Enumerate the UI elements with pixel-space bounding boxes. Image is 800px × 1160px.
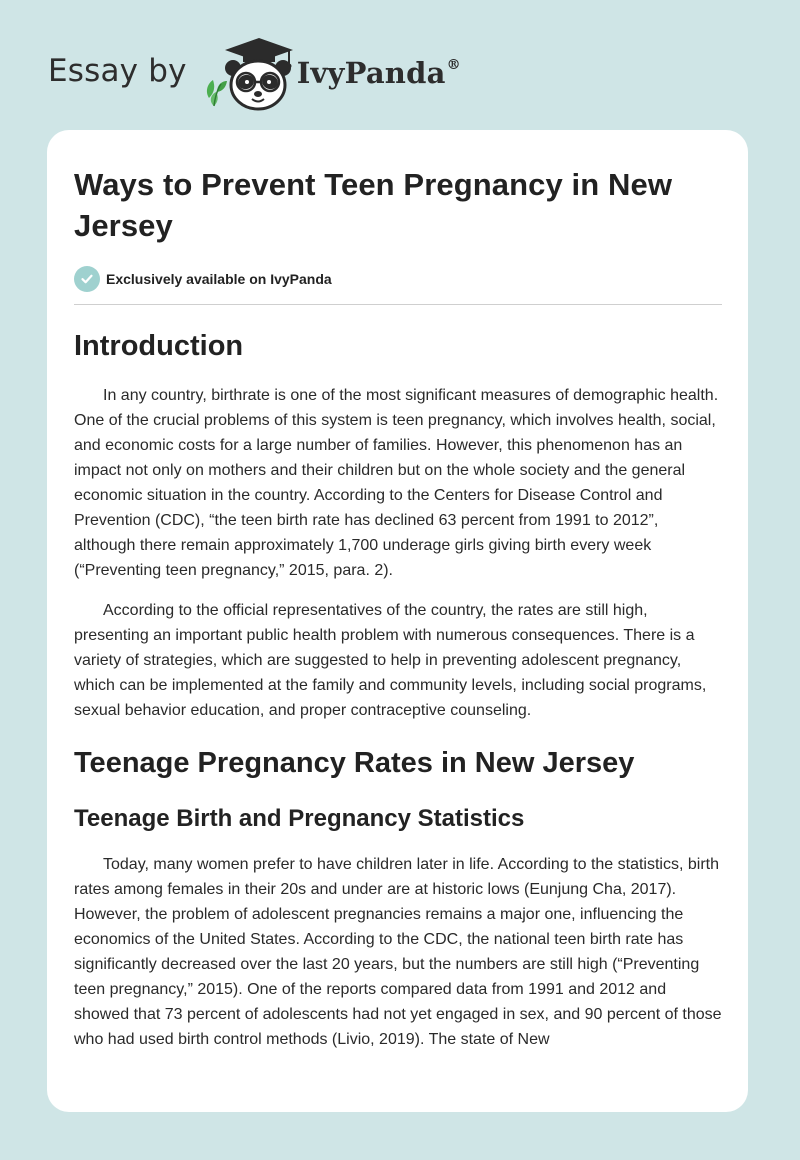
subsection-heading-statistics: Teenage Birth and Pregnancy Statistics <box>74 805 525 832</box>
check-icon <box>74 266 100 292</box>
essay-card <box>47 130 748 1112</box>
paragraph: According to the official representatives of the country, the rates are still high, presenting an important public health problem with numerous consequences. There is a variety of strategies, which are suggested to help in preventing adolescent pregnancy, which can be implemented at the family and community levels, including social programs, sexual behavior education, and proper contraceptive counseling. <box>74 602 707 719</box>
exclusive-badge <box>74 266 722 292</box>
brand-name[interactable]: IvyPanda® <box>296 56 461 90</box>
registered-mark: ® <box>446 57 461 73</box>
section-heading-introduction: Introduction <box>74 330 244 362</box>
essay-by-label: Essay by <box>48 53 187 89</box>
paragraph: Today, many women prefer to have children later in life. According to the statistics, birth rates among females in their 20s and under are at historic lows (Eunjung Cha, 2017). However, the problem of adolescent pregnancies remains a major one, influencing the economics of the United States. According to the CDC, the national teen birth rate has significantly decreased over the last 20 years, but the numbers are still high (“Preventing teen pregnancy,” 2015). One of the reports compared data from 1991 and 2012 and showed that 73 percent of adolescents had not yet engaged in sex, and 90 percent of those who had used birth control methods (Livio, 2019). The state of New <box>74 856 722 1048</box>
section-heading-rates: Teenage Pregnancy Rates in New Jersey <box>74 747 635 779</box>
page-title: Ways to Prevent Teen Pregnancy in New Jersey <box>74 167 673 243</box>
exclusive-label: Exclusively available on IvyPanda <box>106 271 332 287</box>
divider <box>74 304 722 305</box>
paragraph: In any country, birthrate is one of the most significant measures of demographic health. One of the crucial problems of this system is teen pregnancy, which involves health, social, and economic costs for a large number of families. However, this phenomenon has an impact not only on mothers and their children but on the whole society and the general economic situation in the country. According to the Centers for Disease Control and Prevention (CDC), “the teen birth rate has declined 63 percent from 1991 to 2012”, although there remain approximately 1,700 underage girls giving birth every week (“Preventing teen pregnancy,” 2015, para. 2). <box>74 387 719 579</box>
site-header <box>48 36 461 112</box>
panda-logo-icon[interactable] <box>201 36 293 112</box>
